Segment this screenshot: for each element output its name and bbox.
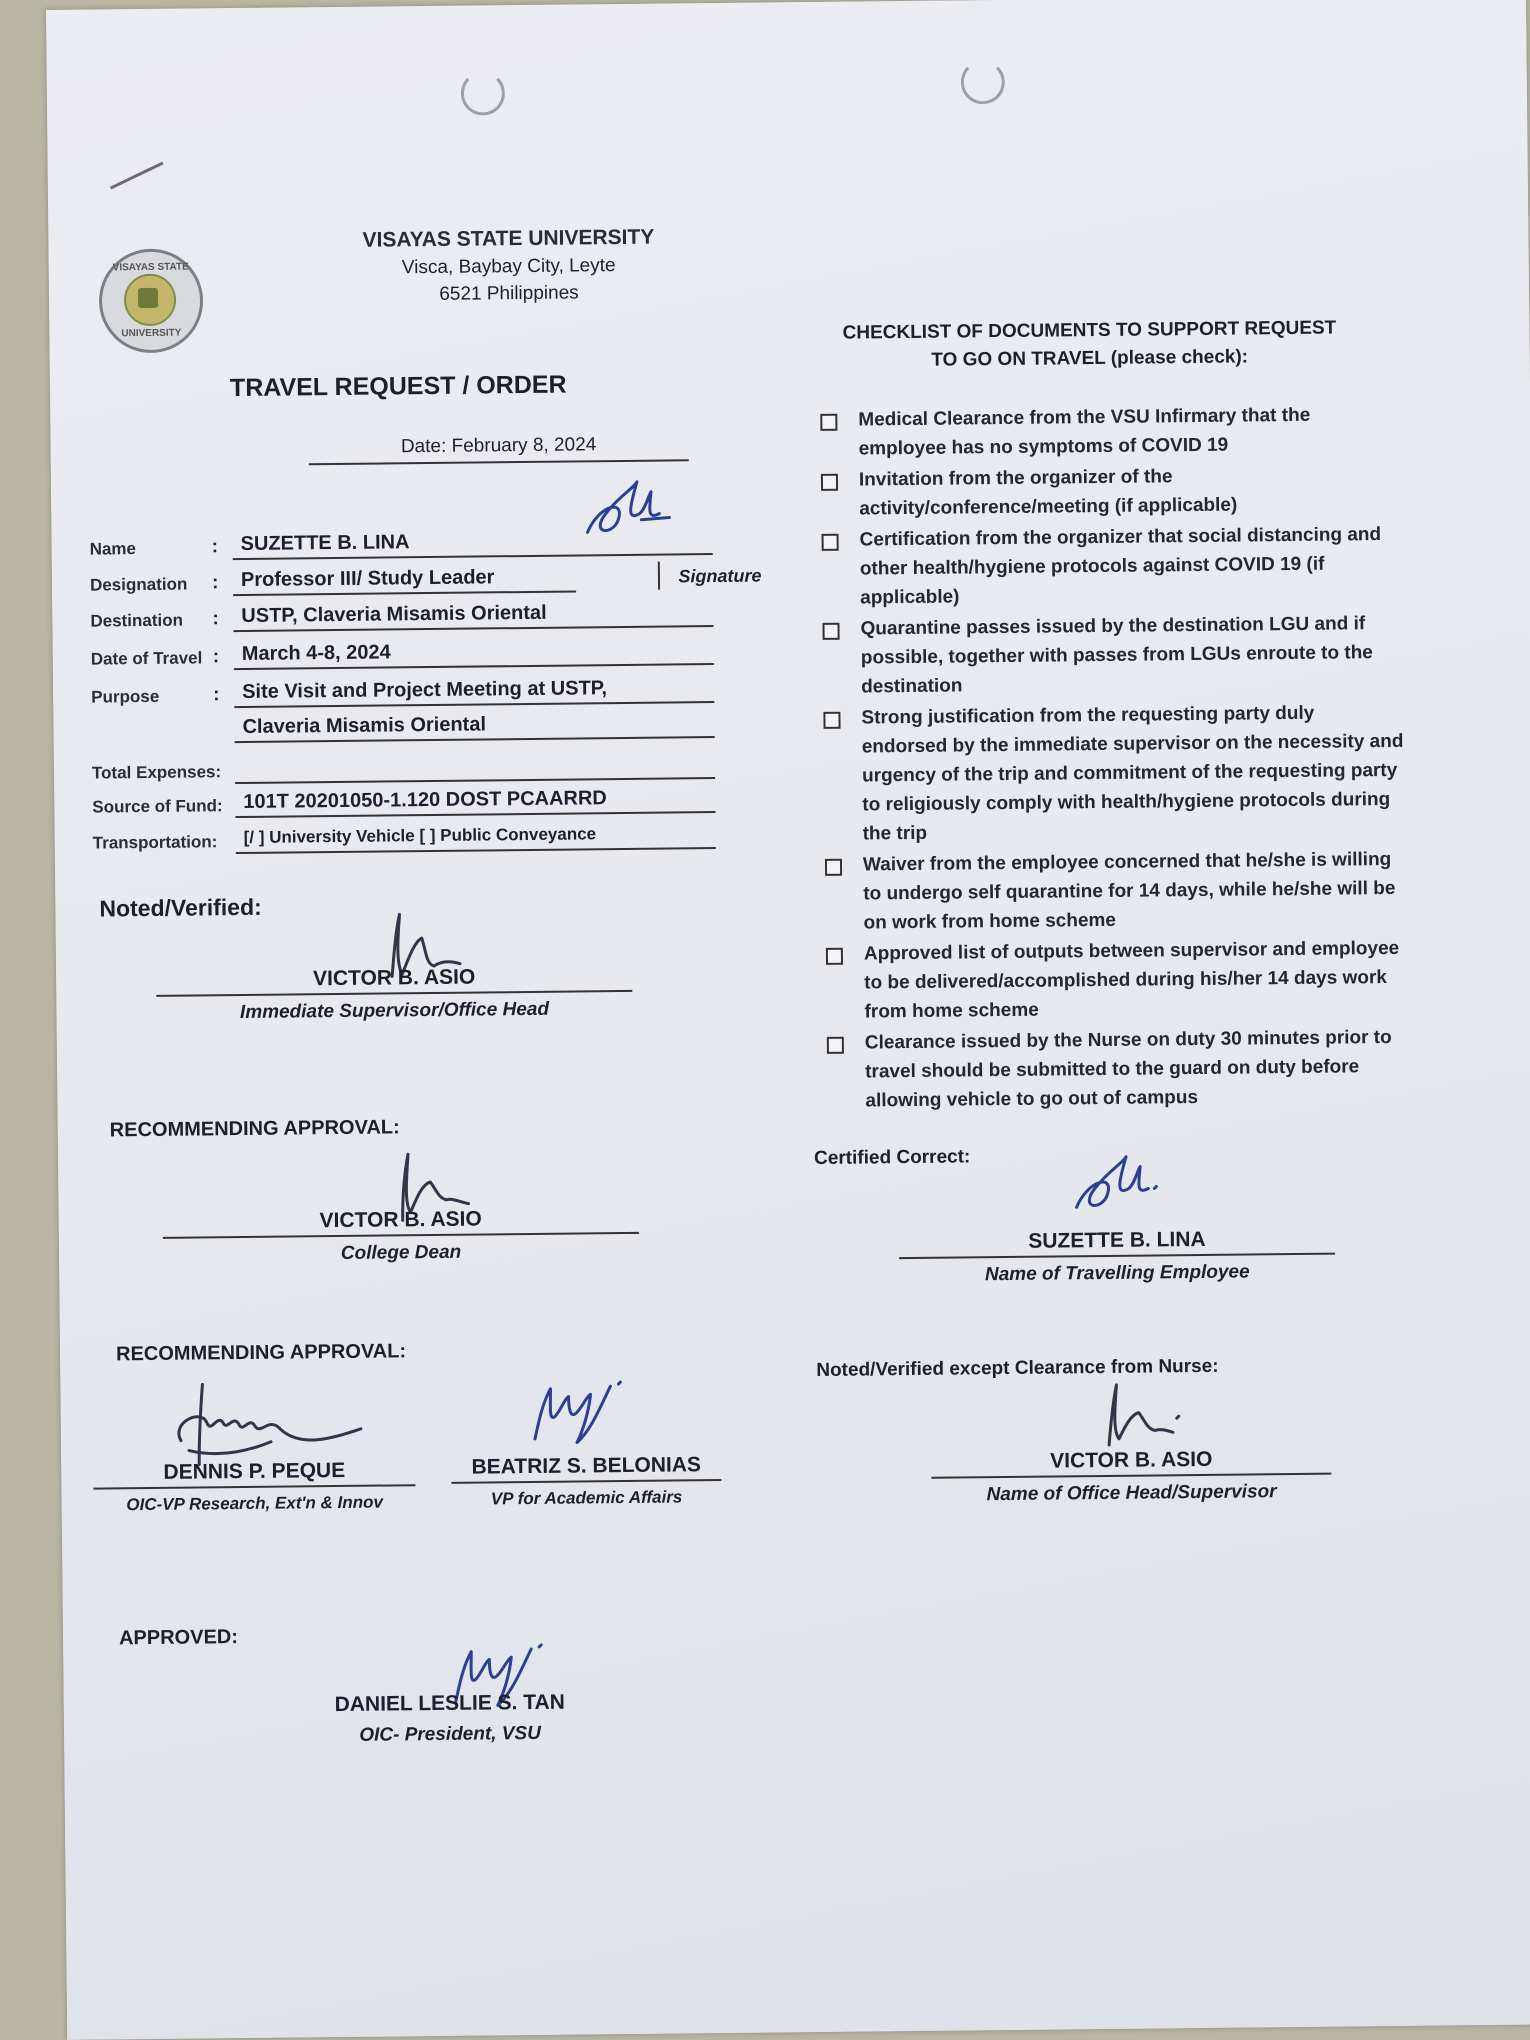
- checklist-item: [823, 698, 1404, 849]
- noted-except-heading: Noted/Verified except Clearance from Nurse:: [816, 1355, 1219, 1382]
- checkbox[interactable]: [822, 534, 839, 551]
- date-of-travel-value: March 4-8, 2024: [234, 635, 714, 670]
- noted-name: VICTOR B. ASIO: [156, 964, 632, 997]
- seal-text-top: VISAYAS STATE: [112, 261, 189, 274]
- president-name: DANIEL LESLIE S. TAN: [334, 1690, 565, 1717]
- checkbox[interactable]: [820, 414, 837, 431]
- punch-hole: [461, 71, 505, 115]
- checkbox[interactable]: [825, 859, 842, 876]
- office-head-position: Name of Office Head/Supervisor: [986, 1481, 1277, 1506]
- punch-hole: [961, 60, 1005, 104]
- checklist-item-text: Waiver from the employee concerned that he/she is willing to undergo self quarantine for 14 days, while he/she will be on work from home scheme: [862, 848, 1396, 934]
- total-expenses-label: Total Expenses:: [91, 762, 222, 783]
- checklist-title-1: CHECKLIST OF DOCUMENTS TO SUPPORT REQUEST: [842, 317, 1337, 344]
- checklist-title-2: TO GO ON TRAVEL (please check):: [931, 346, 1249, 371]
- noted-signature-block: [156, 964, 633, 1025]
- checklist-item-text: Medical Clearance from the VSU Infirmary that the employee has no symptoms of COVID 19: [858, 404, 1311, 460]
- total-expenses-value: [235, 749, 715, 784]
- destination-value: USTP, Claveria Misamis Oriental: [233, 597, 713, 632]
- form-title: TRAVEL REQUEST / ORDER: [229, 370, 567, 403]
- recommending-approval-heading-2: RECOMMENDING APPROVAL:: [115, 1340, 407, 1366]
- source-of-fund-value: 101T 20201050-1.120 DOST PCAARRD: [235, 783, 715, 818]
- purpose-value-2: Claveria Misamis Oriental: [234, 708, 714, 743]
- dean-name: VICTOR B. ASIO: [163, 1206, 639, 1239]
- checklist-item: [821, 460, 1402, 524]
- president-position: OIC- President, VSU: [359, 1722, 541, 1746]
- noted-position: Immediate Supervisor/Office Head: [239, 998, 550, 1024]
- checklist-item-text: Approved list of outputs between supervisor and employee to be delivered/accomplished during his/her 14 days work from home scheme: [863, 937, 1400, 1023]
- checkbox[interactable]: [821, 474, 838, 491]
- office-head-name: VICTOR B. ASIO: [931, 1447, 1331, 1479]
- university-seal-icon: [99, 248, 204, 353]
- designation-value: Professor III/ Study Leader: [233, 562, 576, 596]
- designation-label: Designation: [89, 574, 188, 595]
- office-head-signature-block: [931, 1447, 1332, 1507]
- name-label: Name: [89, 539, 137, 559]
- noted-heading: Noted/Verified:: [99, 893, 262, 922]
- dean-signature-block: [163, 1206, 640, 1267]
- checkbox[interactable]: [826, 948, 843, 965]
- travel-request-document: [46, 0, 1530, 2040]
- checkbox[interactable]: [823, 712, 840, 729]
- checklist-item-text: Invitation from the organizer of the activity/conference/meeting (if applicable): [858, 466, 1238, 520]
- checklist-item: [822, 609, 1403, 702]
- university-address-2: 6521 Philippines: [439, 282, 579, 305]
- checklist-item-text: Clearance issued by the Nurse on duty 30 minutes prior to travel should be submitted to the guard on duty before allowing vehicle to go out of campus: [864, 1026, 1392, 1112]
- date-of-travel-label: Date of Travel: [90, 648, 203, 669]
- checklist-item: [820, 400, 1401, 464]
- checklist-item-text: Certification from the organizer that social distancing and other health/hygiene protocols against COVID 19 (if applicable): [859, 524, 1382, 609]
- vp-academic-position: VP for Academic Affairs: [490, 1487, 683, 1509]
- checkbox[interactable]: [827, 1037, 844, 1054]
- dean-position: College Dean: [340, 1241, 462, 1264]
- traveller-signature-block: [899, 1227, 1336, 1288]
- vp-research-position: OIC-VP Research, Ext'n & Innov: [126, 1492, 384, 1515]
- university-address-1: Visca, Baybay City, Leyte: [401, 255, 616, 279]
- pencil-mark: [110, 162, 164, 190]
- signature-label: Signature: [658, 560, 780, 589]
- checkbox[interactable]: [822, 623, 839, 640]
- destination-label: Destination: [90, 610, 184, 631]
- checklist-item: [825, 845, 1406, 938]
- recommending-approval-heading-1: RECOMMENDING APPROVAL:: [109, 1116, 400, 1142]
- purpose-value-1: Site Visit and Project Meeting at USTP,: [234, 673, 714, 708]
- university-name: VISAYAS STATE UNIVERSITY: [362, 225, 655, 252]
- checklist: [820, 400, 1407, 1118]
- president-signature-block: [300, 1690, 601, 1747]
- vp-academic-name: BEATRIZ S. BELONIAS: [451, 1453, 721, 1484]
- traveller-position: Name of Travelling Employee: [984, 1261, 1250, 1286]
- checklist-title: [809, 314, 1370, 376]
- vp-research-signature: [160, 1377, 371, 1469]
- checklist-item: [821, 520, 1402, 613]
- vp-academic-signature-block: [451, 1453, 722, 1510]
- vp-research-name: DENNIS P. PEQUE: [93, 1458, 415, 1489]
- university-header: [318, 225, 699, 307]
- certified-heading: Certified Correct:: [813, 1146, 971, 1170]
- traveller-name: SUZETTE B. LINA: [899, 1227, 1335, 1260]
- purpose-label: Purpose: [91, 686, 160, 707]
- traveller-signature: [1068, 1148, 1164, 1219]
- checklist-item-text: Quarantine passes issued by the destination LGU and if possible, together with passes from LGUs enroute to the destination: [860, 613, 1373, 698]
- transportation-label: Transportation:: [92, 832, 218, 853]
- approved-heading: APPROVED:: [118, 1626, 239, 1650]
- office-head-signature: [1092, 1378, 1183, 1449]
- vp-academic-signature: [520, 1372, 641, 1453]
- source-of-fund-label: Source of Fund:: [92, 796, 223, 817]
- checklist-item-text: Strong justification from the requesting party duly endorsed by the immediate supervisor on the necessity and urgency of the trip and commitment of the requesting party to religiously comply with health/hygiene protocols during the trip: [861, 702, 1404, 845]
- checklist-item: [827, 1023, 1408, 1116]
- name-value: SUZETTE B. LINA: [232, 525, 712, 560]
- vp-research-signature-block: [93, 1458, 416, 1515]
- checklist-item: [826, 934, 1407, 1027]
- transportation-value: [/ ] University Vehicle [ ] Public Conveyance: [236, 819, 716, 854]
- form-date: Date: February 8, 2024: [308, 433, 688, 465]
- seal-text-bottom: UNIVERSITY: [121, 327, 182, 340]
